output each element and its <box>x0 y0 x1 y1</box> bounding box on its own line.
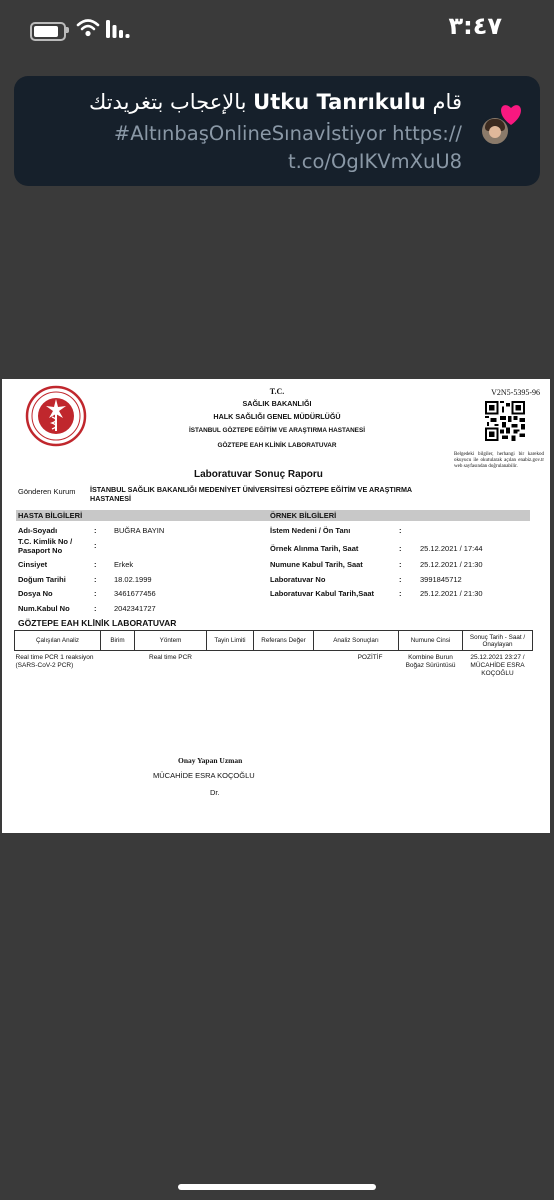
cell-unit <box>101 651 135 679</box>
wifi-icon <box>76 18 100 38</box>
approver-title: Onay Yapan Uzman <box>178 756 243 765</box>
field-label: Adı-Soyadı <box>18 526 58 535</box>
patient-gender: Erkek <box>114 560 134 569</box>
field-label: Laboratuvar No <box>270 575 326 584</box>
header-tc: T.C. <box>269 387 285 396</box>
field-label: Dosya No <box>18 589 53 598</box>
field-label: İstem Nedeni / Ön Tanı <box>270 526 351 535</box>
battery-level <box>34 26 58 37</box>
like-notification[interactable] <box>14 76 540 186</box>
column-header: Birim <box>101 631 135 651</box>
status-bar <box>0 0 554 58</box>
cell-analysis: Real time PCR 1 reaksiyon (SARS-CoV-2 PCR) <box>15 654 94 669</box>
sample-accept-date: 25.12.2021 / 21:30 <box>420 560 483 569</box>
tweet-text-line2: t.co/OgIKVmXuU8 <box>287 150 462 173</box>
column-header: Çalışılan Analiz <box>15 631 101 651</box>
ministry-logo-icon <box>24 385 88 447</box>
patient-file-no: 3461677456 <box>114 589 156 598</box>
column-header: Yöntem <box>135 631 207 651</box>
field-label: Numune Kabul Tarih, Saat <box>270 560 363 569</box>
table-row <box>15 651 533 679</box>
field-label: Cinsiyet <box>18 560 48 569</box>
field-label: Laboratuvar Kabul Tarih,Saat <box>270 589 375 598</box>
cell-method: Real time PCR <box>149 654 192 661</box>
battery-tip <box>66 27 69 33</box>
header-ministry: SAĞLIK BAKANLIĞI <box>242 399 312 408</box>
patient-accept-no: 2042341727 <box>114 604 156 613</box>
notification-text <box>89 90 462 114</box>
status-time: ٣:٤٧ <box>448 12 502 40</box>
lab-accept-date: 25.12.2021 / 21:30 <box>420 589 483 598</box>
action-suffix: بالإعجاب بتغريدتك <box>89 90 247 114</box>
document-code: V2N5-5395-96 <box>491 388 540 397</box>
lab-number: 3991845712 <box>420 575 462 584</box>
column-header: Referans Değer <box>254 631 314 651</box>
sender-value: İSTANBUL SAĞLIK BAKANLIĞI MEDENİYET ÜNİVERSİTESİ GÖZTEPE EĞİTİM VE ARAŞTIRMA HASTANESİ <box>90 485 412 503</box>
approver-name: MÜCAHİDE ESRA KOÇOĞLU <box>153 771 255 780</box>
field-label: Örnek Alınma Tarih, Saat <box>270 544 359 553</box>
patient-section-title: HASTA BİLGİLERİ <box>18 511 83 520</box>
sender-label: Gönderen Kurum <box>18 487 76 496</box>
header-lab: GÖZTEPE EAH KLİNİK LABORATUVAR <box>217 442 337 449</box>
table-header-row <box>15 631 533 651</box>
results-table <box>14 630 533 678</box>
avatar[interactable] <box>480 116 510 146</box>
qr-code-icon <box>485 401 525 441</box>
qr-verification-note: Belgedeki bilgiler, herhangi bir karekod okuyucu ile okutularak açılan enabiz.gov.tr web sayfasından doğrulanabilir. <box>454 452 544 469</box>
battery-icon <box>30 22 66 41</box>
column-header: Tayin Limiti <box>207 631 254 651</box>
lab-section-title: GÖZTEPE EAH KLİNİK LABORATUVAR <box>18 618 177 628</box>
patient-birthdate: 18.02.1999 <box>114 575 152 584</box>
sample-taken-date: 25.12.2021 / 17:44 <box>420 544 483 553</box>
column-header: Sonuç Tarih - Saat / Onaylayan <box>463 631 533 651</box>
cellular-signal-icon <box>106 20 130 38</box>
cell-reference <box>254 651 314 679</box>
cell-sample-type: Kombine Burun Boğaz Sürüntüsü <box>405 654 456 669</box>
column-header: Analiz Sonuçları <box>314 631 399 651</box>
field-label: Doğum Tarihi <box>18 575 66 584</box>
approver-degree: Dr. <box>210 788 220 797</box>
sample-section-title: ÖRNEK BİLGİLERİ <box>270 511 337 520</box>
cell-limit <box>207 651 254 679</box>
patient-name: BUĞRA BAYIN <box>114 526 165 535</box>
field-label: T.C. Kimlik No / Pasaport No <box>18 537 73 555</box>
report-title: Laboratuvar Sonuç Raporu <box>194 469 323 480</box>
tweet-text-line1: #AltınbaşOnlineSınavİstiyor https:// <box>113 122 462 145</box>
field-label: Num.Kabul No <box>18 604 70 613</box>
lab-report-image: T.C. SAĞLIK BAKANLIĞI HALK SAĞLIĞI GENEL MÜDÜRLÜĞÜ İSTANBUL GÖZTEPE EĞİTİM VE ARAŞTIRMA HASTANESİ GÖZTEPE EAH KLİNİK LABORATUVAR V2N5-5395-96 Belgedeki bilgiler, herhangi bir karekod okuyucu ile okutularak açılan enabiz.gov.tr web sayfasından doğrulanabilir. Laboratuvar Sonuç Raporu Gönderen Kurum İSTANBUL SAĞLIK BAKANLIĞI MEDENİYET ÜNİVERSİTESİ GÖZTEPE EĞİTİM VE ARAŞTIRMA HASTANESİ HASTA BİLGİLERİ ÖRNEK BİLGİLERİ Adı-Soyadı : BUĞRA BAYIN T.C. Kimlik No / Pasaport No : Cinsiyet : Erkek Doğum Tarihi : 18.02.1999 Dosya No : 3461677456 Num.Kabul No : 2042341727 İstem Nedeni / Ön Tanı : Örnek Alınma Tarih, Saat : 25.12.2021 / 17:44 Numune Kabul Tarih, Saat : 25.12.2021 / 21:30 Laboratuvar No : 3991845712 Laboratuvar Kabul Tarih,Saat : 25.12.2021 / 21:30 GÖZTEPE EAH KLİNİK LABORATUVAR Çalışılan Analiz Birim Yöntem Tayin Limiti Referans Değer Analiz Sonuçları Numune Cinsi Sonuç Tarih - Saat / Onaylayan Real time PCR 1 reaksiyon (SARS-CoV-2 PCR) Real time PCR POZİTİF Kombine Burun Boğaz Sürüntüsü 25.12.2021 23:27 / MÜCAHİDE ESRA KOÇOĞLU Onay Yapan Uzman MÜCAHİDE ESRA KOÇOĞLU Dr. <box>2 379 550 833</box>
action-text: قام <box>432 90 462 114</box>
home-indicator[interactable] <box>178 1184 376 1190</box>
header-hospital: İSTANBUL GÖZTEPE EĞİTİM VE ARAŞTIRMA HASTANESİ <box>189 427 365 434</box>
cell-result-date: 25.12.2021 23:27 / MÜCAHİDE ESRA KOÇOĞLU <box>470 654 525 677</box>
header-directorate: HALK SAĞLIĞI GENEL MÜDÜRLÜĞÜ <box>213 412 341 421</box>
column-header: Numune Cinsi <box>399 631 463 651</box>
cell-result: POZİTİF <box>357 654 383 661</box>
user-name: Utku Tanrıkulu <box>253 90 426 114</box>
